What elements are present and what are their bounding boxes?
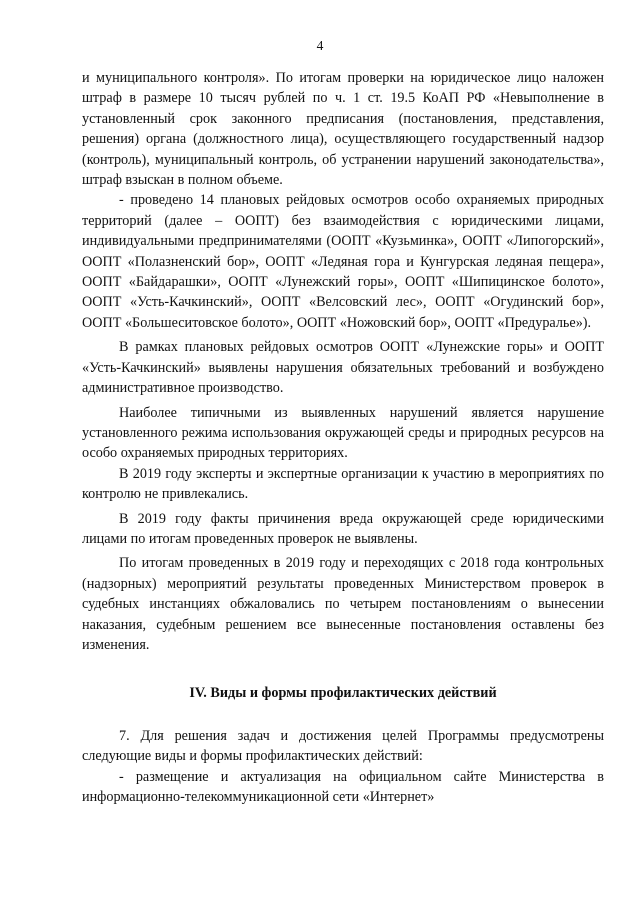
paragraph: В 2019 году эксперты и экспертные организации к участию в мероприятиях по контролю не привлекались. [82,465,604,503]
document-body [82,68,604,807]
paragraph: 7. Для решения задач и достижения целей Программы предусмотрены следующие виды и формы профилактических действий: [82,727,604,765]
paragraph: По итогам проведенных в 2019 году и переходящих с 2018 года контрольных (надзорных) мероприятий результаты проведенных Министерством проверок в судебных инстанциях обжаловались по четырем постановлениям о вынесении наказания, судебным решением все вынесенные постановления оставлены без изменения. [82,555,604,653]
list-item-paragraph: - проведено 14 плановых рейдовых осмотров особо охраняемых природных территорий (далее – ООПТ) без взаимодействия с юридическими лицами, индивидуальными предпринимателями (ООПТ «Кузьминка», ООПТ «Липогорский», ООПТ «Полазненский бор», ООПТ «Ледяная гора и Кунгурская ледяная пещера», ООПТ «Байдарашки», ООПТ «Лунежский горы», ООПТ «Шипицинское болото», ООПТ «Усть-Качкинский», ООПТ «Велсовский лес», ООПТ «Огудинский бор», ООПТ «Большеситовское болото», ООПТ «Ножовский бор», ООПТ «Предуралье»). [82,192,604,331]
paragraph: Наиболее типичными из выявленных нарушений является нарушение установленного режима использования окружающей среды и природных ресурсов на особо охраняемых природных территориях. [82,404,604,462]
paragraph: и муниципального контроля». По итогам проверки на юридическое лицо наложен штраф в размере 10 тысяч рублей по ч. 1 ст. 19.5 КоАП РФ «Невыполнение в установленный срок законного предписания (постановления, представления, решения) органа (должностного лица), осуществляющего государственный надзор (контроль), муниципальный контроль, об устранении нарушений законодательства», штраф взыскан в полном объеме. [82,70,604,189]
section-heading: IV. Виды и формы профилактических действий [189,685,497,702]
paragraph: В рамках плановых рейдовых осмотров ООПТ «Лунежские горы» и ООПТ «Усть-Качкинский» выявлены нарушения обязательных требований и возбуждено административное производство. [82,339,604,397]
paragraph: В 2019 году факты причинения вреда окружающей среде юридическими лицами по итогам проведенных проверок не выявлены. [82,510,604,547]
list-item-paragraph: - размещение и актуализация на официальном сайте Министерства в информационно-телекоммуникационной сети «Интернет» [82,768,604,805]
page-number: 4 [316,38,324,53]
